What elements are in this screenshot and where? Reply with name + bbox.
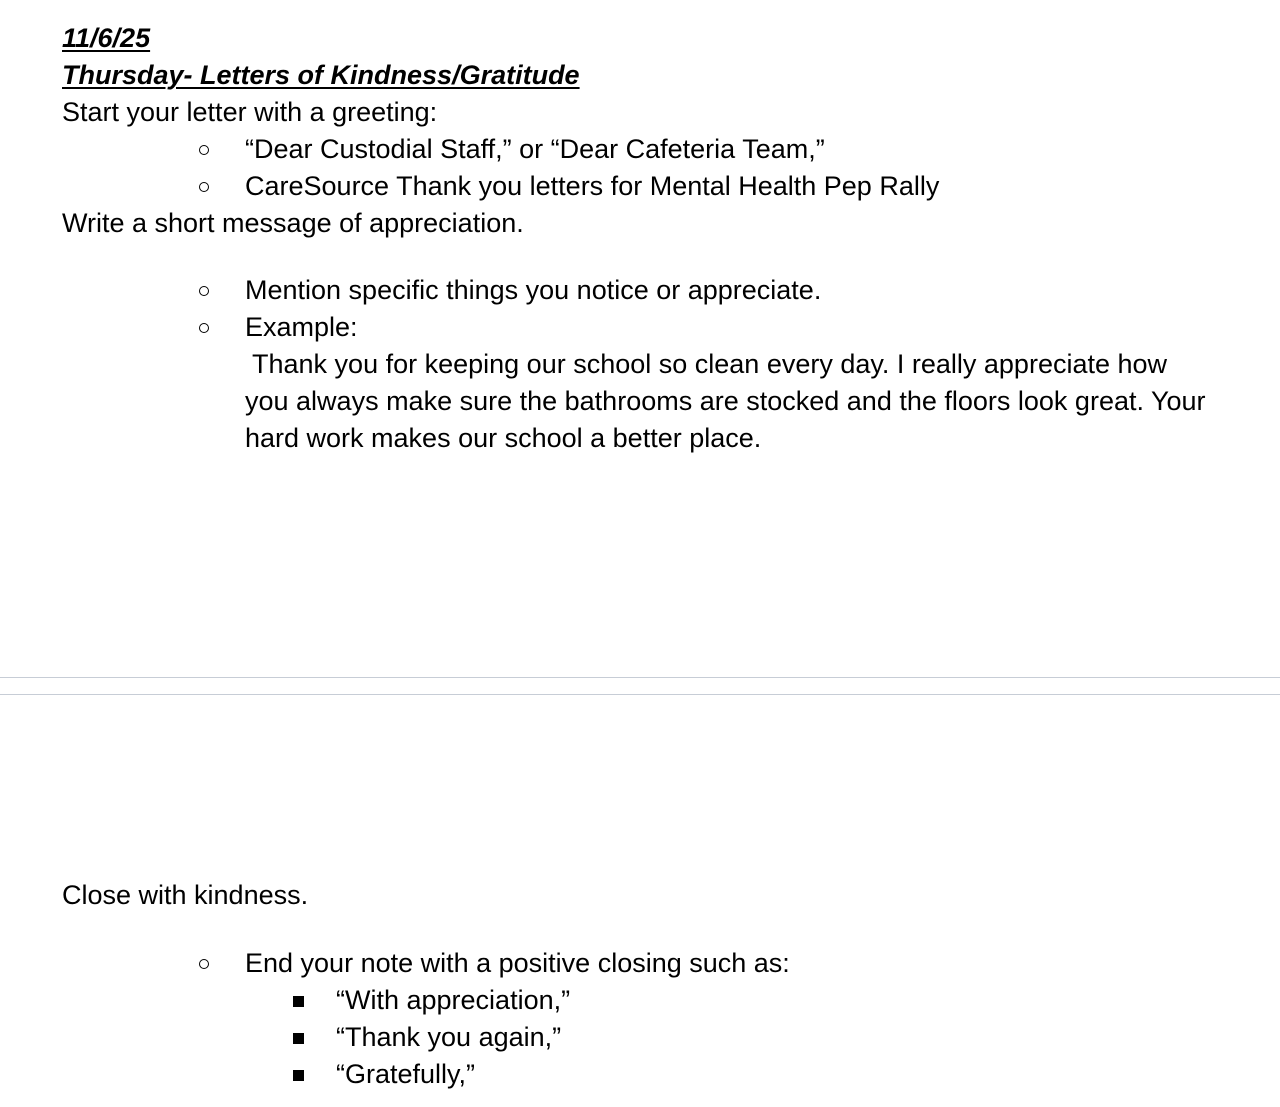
list-item-text: CareSource Thank you letters for Mental Health Pep Rally	[245, 171, 940, 201]
document-title: Thursday- Letters of Kindness/Gratitude	[62, 60, 580, 90]
example-text-line: Thank you for keeping our school so clean every day. I really appreciate how	[245, 349, 1168, 379]
example-text-line: hard work makes our school a better place.	[245, 423, 762, 453]
sub-list-item-text: “Thank you again,”	[336, 1022, 562, 1052]
list-item-text: Example:	[245, 312, 358, 342]
filled-square-bullet-icon	[293, 1070, 304, 1081]
close-instruction: Close with kindness.	[62, 880, 309, 910]
filled-square-bullet-icon	[293, 996, 304, 1007]
list-item	[0, 272, 1280, 309]
list-item	[0, 309, 1280, 346]
list-item	[0, 131, 1280, 168]
document-date: 11/6/25	[62, 23, 151, 53]
sub-list-item-text: “With appreciation,”	[336, 985, 571, 1015]
list-item-text: Mention specific things you notice or appreciate.	[245, 275, 822, 305]
list-item-text: End your note with a positive closing such as:	[245, 948, 790, 978]
list-item	[0, 168, 1280, 205]
hollow-circle-bullet-icon	[199, 959, 209, 969]
sub-list-item	[0, 982, 1280, 1019]
list-item	[0, 945, 1280, 982]
sub-list-item	[0, 1056, 1280, 1093]
hollow-circle-bullet-icon	[199, 323, 209, 333]
page-break-separator	[0, 677, 1280, 695]
sub-list-item	[0, 1019, 1280, 1056]
message-instruction: Write a short message of appreciation.	[62, 208, 524, 238]
document-page-2	[0, 695, 1280, 1107]
filled-square-bullet-icon	[293, 1033, 304, 1044]
sub-list-item-text: “Gratefully,”	[336, 1059, 476, 1089]
list-item-text: “Dear Custodial Staff,” or “Dear Cafeteria Team,”	[245, 134, 825, 164]
hollow-circle-bullet-icon	[199, 145, 209, 155]
example-text-line: you always make sure the bathrooms are stocked and the floors look great. Your	[245, 386, 1206, 416]
hollow-circle-bullet-icon	[199, 182, 209, 192]
hollow-circle-bullet-icon	[199, 286, 209, 296]
greeting-instruction: Start your letter with a greeting:	[62, 97, 438, 127]
